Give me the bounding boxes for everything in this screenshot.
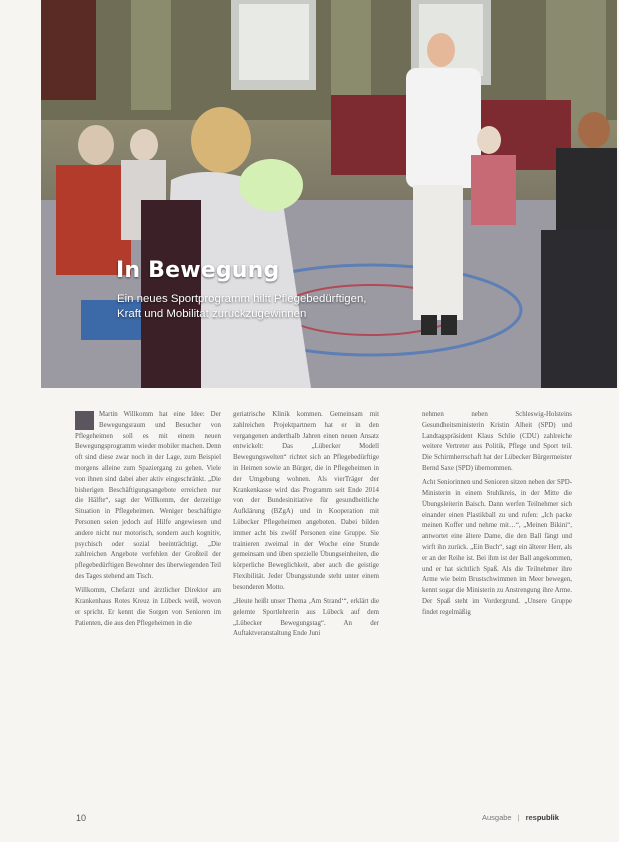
footer-separator: | — [517, 813, 520, 822]
logo-prefix: res — [525, 813, 537, 822]
drop-cap-square — [75, 411, 94, 430]
paragraph: nehmen neben Schleswig-Holsteins Gesundheitsministerin Kristin Alheit (SPD) und Landtagspräsident Klaus Schlie (CDU) zahlreiche weitere Vertreter aus Politik, Pflege und Sport teil. Die Schirmherrschaft hat der Lübecker Bürgermeister Bernd Saxe (SPD) übernommen. — [422, 411, 572, 472]
paragraph: Acht Seniorinnen und Senioren sitzen neben der SPD-Ministerin in einem Stuhlkreis, in der Mitte die Übungsleiterin Baisch. Dann werfen Teilnehmer sich einander einen Plastikball zu und rufen: „Ich packe meinen Koffer und nehme mit…“, „Meinen Bikini“, antwortet eine ältere Dame, die den Ball fängt und wirft ihn zurück. „Ein Buch“, sagt ein älterer Herr, als er an der Reihe ist. Bei ihm ist der Ball angekommen, und er hat sichtlich Spaß. Als die Teilnehmer ihre Arme wie beim Brustschwimmen im Meer bewegen, kennt sogar die Ministerin zu Anstrengung ihre Arme. Der Spaß steht im Vordergrund. „Unsere Gruppe findet regelmäßig — [422, 479, 572, 616]
subline-line-1: Ein neues Sportprogramm hilft Pflegebedürftigen, — [117, 293, 367, 305]
page-number: 10 — [76, 813, 87, 823]
article-subline — [117, 292, 447, 321]
paragraph: „Heute heißt unser Thema ‚Am Strand‘“, erklärt die gelernte Sportlehrerin aus Lübeck auf dem „Lübecker Bewegungstag“. An der Auftaktveranstaltung Ende Juni — [233, 598, 379, 638]
footer-section: Ausgabe — [482, 813, 512, 822]
footer-brand — [482, 813, 559, 822]
photo-illustration — [41, 0, 617, 388]
article-photo — [41, 0, 617, 388]
subline-line-2: Kraft und Mobilität zurückzugewinnen — [117, 307, 307, 320]
paragraph — [75, 410, 221, 583]
paragraph: Willkomm, Chefarzt und ärztlicher Direktor am Krankenhaus Rotes Kreuz in Lübeck weiß, wovon er spricht. Er kennt die Sorgen von Senioren im Patienten, die aus den Pflegeheimen in die — [75, 587, 221, 627]
magazine-logo — [526, 813, 559, 822]
text-column-2 — [233, 410, 379, 644]
text-column-3 — [422, 410, 572, 622]
paragraph: geriatrische Klinik kommen. Gemeinsam mit zahlreichen Projektpartnern hat er in den vergangenen anderthalb Jahren einen neuen Ansatz entwickelt: Das „Lübecker Modell Bewegungswelten“ richtet sich an Pflegebedürftige in Heimen sowie an Bürger, die in Pflegeheimen in der Umgebung wohnen. Als vierTräger der Krankenkasse wird das Programm seit Ende 2014 von der Bundesinitiative für gesundheitliche Aufklärung (BZgA) und in Kooperation mit Lübecker Pflegeheimen angeboten. Dabei bilden immer acht bis zwölf Personen eine Gruppe. Sie trainieren zweimal in der Woche eine Stunde gemeinsam und üben spezielle Übungseinheiten, die körperliche Beweglichkeit, aber auch die geistige Flexibilität. Jeder Übungsstunde steht unter einem besonderen Motto. — [233, 411, 379, 591]
logo-suffix: publik — [536, 813, 559, 822]
article-headline: In Bewegung — [116, 258, 280, 283]
paragraph-text: Martin Willkomm hat eine Idee: Der Bewegungsraum und Besucher von Pflegeheimen soll es mit einem neuen Bewegungsprogramm wieder mobiler machen. Denn oft sind diese zwar noch in der Lage, zum Beispiel morgens alleine zum Spaziergang zu gehen. Viele von ihnen sind dabei aber aktiv eingeschränkt. „Die bisherigen Beschäftigungsangebote erreichen nur die Hälfte“, sagt der Willkomm, der derzeitige Situation in Pflegeheimen. Weniger beschäftigte Personen seien jedoch auf Hilfe angewiesen und andere nicht nur motorisch, sondern auch kognitiv, psychisch oder sozial beeinträchtigt. „Die zahlreichen Angebote verfehlen der Großteil der pflegebedürftigen Bewohner des überwiegenden Teil des Tages stehend am Tisch. — [75, 411, 221, 580]
text-column-1 — [75, 410, 221, 633]
